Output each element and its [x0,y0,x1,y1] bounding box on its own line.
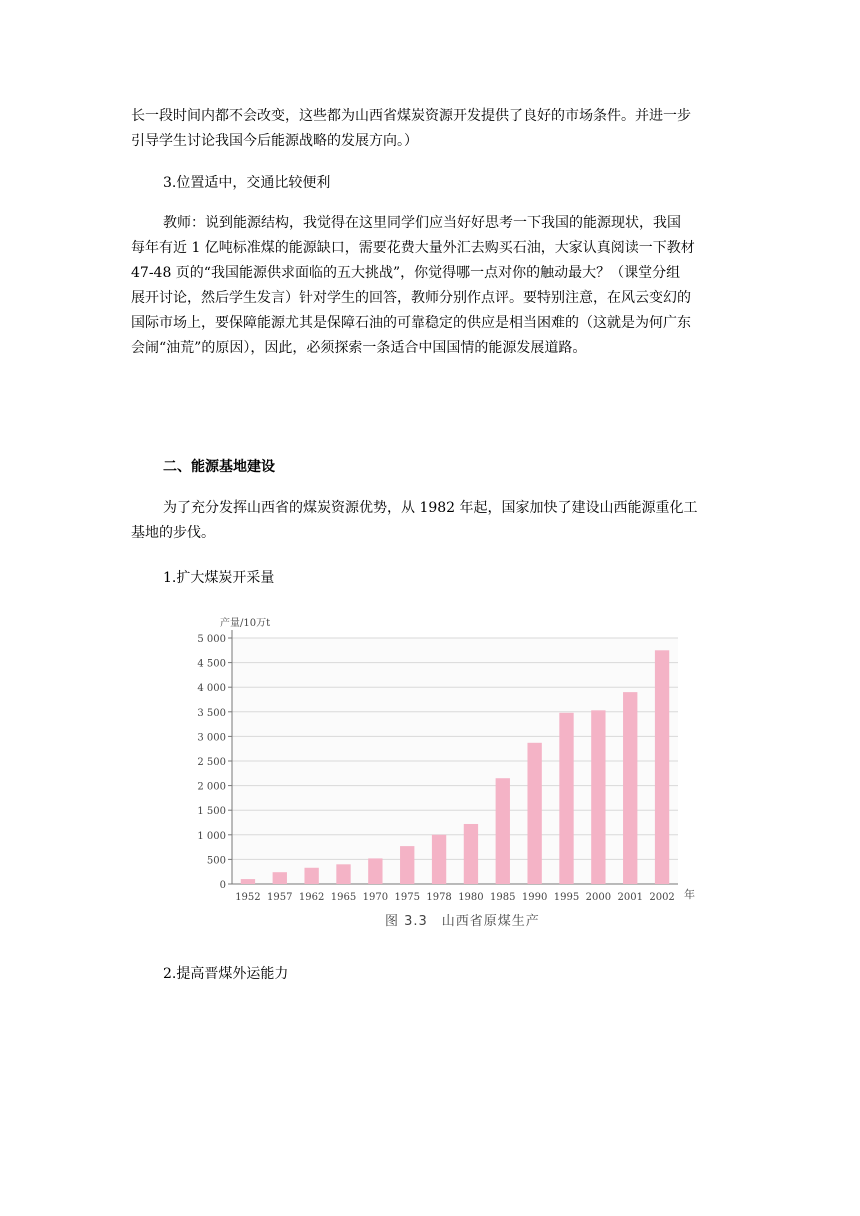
paragraph-line: 为了充分发挥山西省的煤炭资源优势，从 1982 年起，国家加快了建设山西能源重化工 [163,500,698,516]
bar-2001 [623,692,637,884]
x-tick-label: 2002 [649,892,675,903]
y-axis-label: 产量/10万t [220,618,271,629]
bar-1952 [241,879,255,884]
bar-1970 [368,858,382,884]
figure-caption: 图 3.3 山西省原煤生产 [385,914,540,929]
x-tick-label: 1995 [553,892,580,903]
x-axis-label: 年 [684,888,695,901]
x-tick-label: 1970 [362,892,389,903]
list-item-1: 1.扩大煤炭开采量 [163,570,275,586]
paragraph-line: 教师：说到能源结构，我觉得在这里同学们应当好好思考一下我国的能源现状，我国 [163,215,681,231]
bar-chart-svg [190,614,710,914]
y-tick-label: 5 000 [197,634,226,645]
bar-1975 [400,846,414,884]
y-tick-label: 2 000 [197,781,226,793]
y-tick-label: 0 [219,880,226,891]
y-tick-label: 3 000 [197,732,226,744]
bar-1990 [527,743,541,884]
y-tick-label: 4 500 [197,658,226,670]
x-tick-label: 1975 [394,892,420,903]
y-tick-label: 4 000 [197,683,226,695]
x-tick-label: 1978 [426,892,452,903]
paragraph-line: 国际市场上，要保障能源尤其是保障石油的可靠稳定的供应是相当困难的（这就是为何广东 [131,315,691,331]
x-tick-label: 2000 [585,892,612,903]
bar-1965 [336,864,350,884]
x-tick-label: 1952 [235,892,261,903]
bar-1962 [304,868,318,884]
x-tick-label: 1980 [458,892,484,903]
section-heading: 二、能源基地建设 [163,459,275,475]
paragraph-line: 每年有近 1 亿吨标准煤的能源缺口，需要花费大量外汇去购买石油，大家认真阅读一下教材 [131,240,695,256]
x-tick-label: 2001 [617,892,643,903]
x-tick-label: 1985 [490,892,516,903]
x-tick-label: 1957 [267,892,293,903]
y-tick-label: 1 000 [197,830,226,842]
y-tick-label: 1 500 [197,806,226,818]
list-item-3: 3.位置适中，交通比较便利 [163,175,331,191]
list-item-2: 2.提高晋煤外运能力 [163,966,289,982]
paragraph-line: 引导学生讨论我国今后能源战略的发展方向。） [131,133,418,149]
x-tick-label: 1965 [330,892,357,903]
bar-1985 [496,778,510,884]
paragraph-line: 47-48 页的“我国能源供求面临的五大挑战”，你觉得哪一点对你的触动最大？（课堂分组 [131,265,681,281]
bar-1957 [273,872,287,884]
bar-2002 [655,650,669,884]
y-tick-label: 3 500 [197,707,226,719]
bar-1995 [559,713,573,884]
y-tick-label: 500 [206,855,226,867]
paragraph-line: 会闹“油荒”的原因），因此，必须探索一条适合中国国情的能源发展道路。 [131,340,587,356]
paragraph-line: 长一段时间内都不会改变，这些都为山西省煤炭资源开发提供了良好的市场条件。并进一步 [131,108,691,124]
x-tick-label: 1962 [298,892,325,903]
bar-1980 [464,824,478,884]
coal-production-chart [190,614,710,934]
paragraph-line: 展开讨论，然后学生发言）针对学生的回答，教师分别作点评。要特别注意，在风云变幻的 [131,290,691,306]
x-tick-label: 1990 [521,892,548,903]
bar-1978 [432,835,446,884]
paragraph-line: 基地的步伐。 [131,525,215,541]
bar-2000 [591,710,605,884]
y-tick-label: 2 500 [197,757,226,768]
